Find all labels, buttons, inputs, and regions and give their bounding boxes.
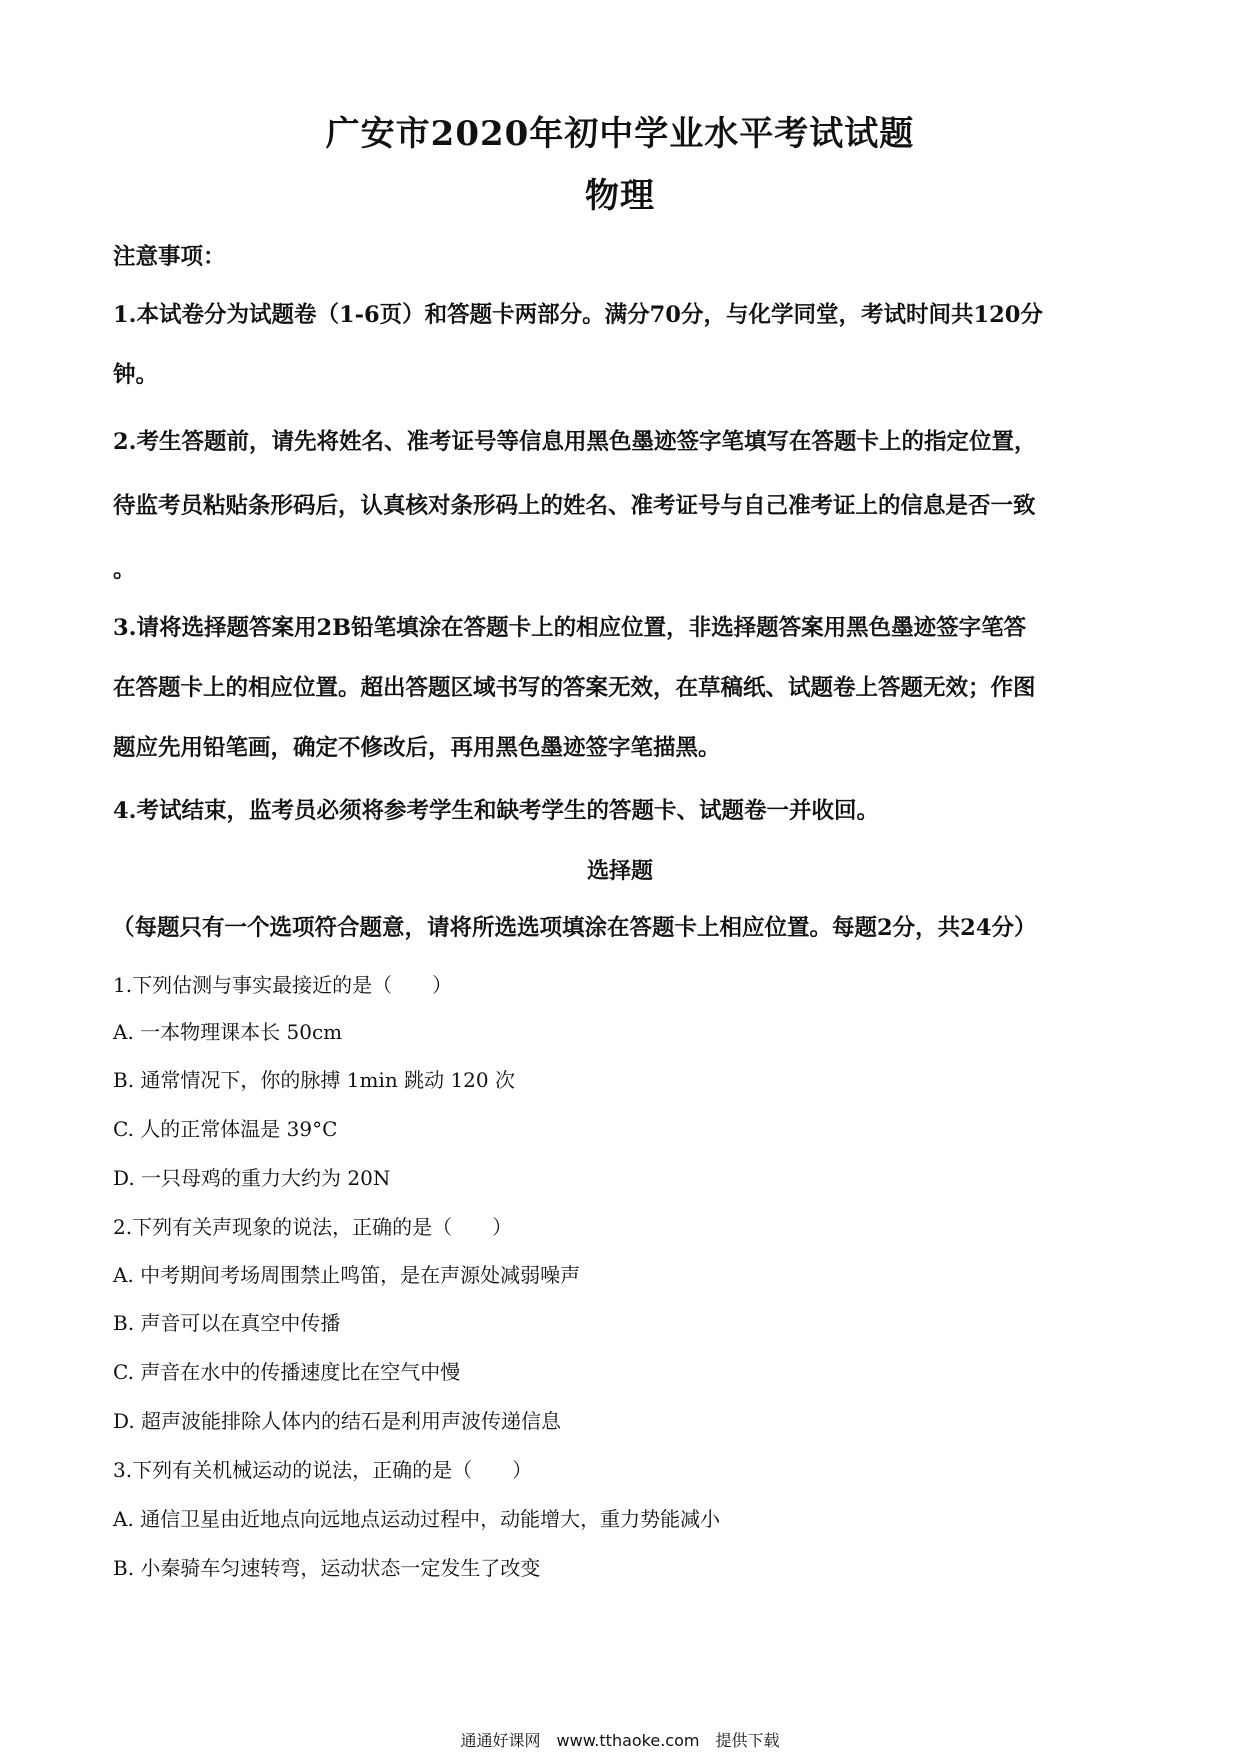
subject-title: 物理 [585, 176, 655, 216]
section-instruction: （每题只有一个选项符合题意，请将所选选项填涂在答题卡上相应位置。每题2分，共24分） [112, 915, 1037, 941]
notice-heading: 注意事项： [113, 244, 226, 270]
exam-title: 广安市2020年初中学业水平考试试题 [325, 114, 915, 154]
question-option: C. 声音在水中的传播速度比在空气中慢 [113, 1360, 461, 1384]
notice-line: 2.考生答题前，请先将姓名、准考证号等信息用黑色墨迹签字笔填写在答题卡上的指定位置， [113, 429, 1037, 455]
notice-line: 题应先用铅笔画，确定不修改后，再用黑色墨迹签字笔描黑。 [113, 735, 721, 761]
notice-line: 钟。 [113, 362, 159, 388]
question-option: C. 人的正常体温是 39°C [113, 1117, 338, 1141]
footer-credit: 通通好课网 www.tthaoke.com 提供下载 [460, 1731, 780, 1750]
question-option: A. 通信卫星由近地点向远地点运动过程中，动能增大，重力势能减小 [113, 1507, 721, 1531]
question-option: B. 小秦骑车匀速转弯，运动状态一定发生了改变 [113, 1556, 541, 1580]
question-option: D. 一只母鸡的重力大约为 20N [113, 1166, 391, 1190]
question-option: A. 中考期间考场周围禁止鸣笛，是在声源处减弱噪声 [113, 1263, 581, 1287]
section-title: 选择题 [586, 858, 653, 884]
question-option: B. 通常情况下，你的脉搏 1min 跳动 120 次 [113, 1068, 515, 1092]
notice-line: 4.考试结束，监考员必须将参考学生和缺考学生的答题卡、试题卷一并收回。 [113, 798, 879, 824]
question-option: A. 一本物理课本长 50cm [113, 1020, 343, 1044]
notice-line: 3.请将选择题答案用2B铅笔填涂在答题卡上的相应位置，非选择题答案用黑色墨迹签字笔答 [113, 615, 1027, 641]
notice-line: 。 [113, 557, 136, 583]
question-stem: 1.下列估测与事实最接近的是（ ） [113, 973, 453, 997]
notice-line: 待监考员粘贴条形码后，认真核对条形码上的姓名、准考证号与自己准考证上的信息是否一致 [113, 493, 1036, 519]
question-option: B. 声音可以在真空中传播 [113, 1311, 341, 1335]
notice-line: 在答题卡上的相应位置。超出答题区域书写的答案无效，在草稿纸、试题卷上答题无效；作图 [113, 675, 1036, 701]
notice-line: 1.本试卷分为试题卷（1-6页）和答题卡两部分。满分70分，与化学同堂，考试时间共120分 [113, 302, 1043, 328]
question-stem: 3.下列有关机械运动的说法，正确的是（ ） [113, 1458, 533, 1482]
question-option: D. 超声波能排除人体内的结石是利用声波传递信息 [113, 1409, 562, 1433]
question-stem: 2.下列有关声现象的说法，正确的是（ ） [113, 1215, 513, 1239]
